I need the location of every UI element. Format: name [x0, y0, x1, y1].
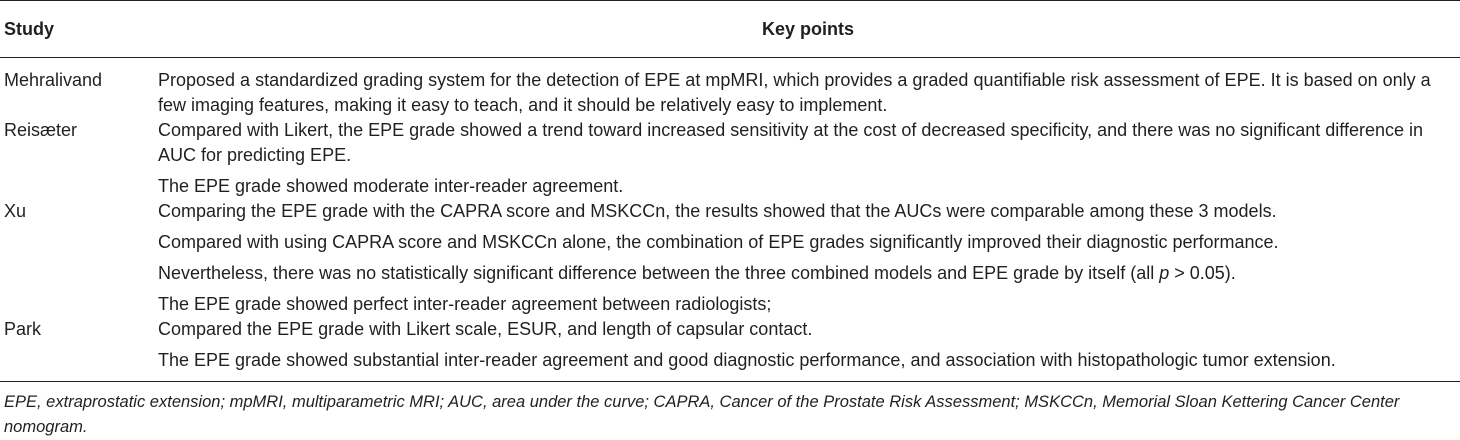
table-row — [0, 58, 1460, 119]
header-key-points: Key points — [156, 1, 1460, 58]
header-row — [0, 1, 1460, 58]
key-point-text: Compared the EPE grade with Likert scale, ESUR, and length of capsular contact. — [158, 319, 813, 339]
key-point-text: Comparing the EPE grade with the CAPRA score and MSKCCn, the results showed that the AUCs were comparable among these 3 models. — [158, 201, 1277, 221]
study-cell: Reisæter — [4, 120, 78, 140]
key-points-cell — [156, 199, 1460, 317]
table-row — [0, 199, 1460, 317]
footnote: EPE, extraprostatic extension; mpMRI, multiparametric MRI; AUC, area under the curve; CAPRA, Cancer of the Prostate Risk Assessment; MSKCCn, Memorial Sloan Kettering Cancer Center nomogram. — [4, 393, 1400, 436]
study-cell: Park — [4, 319, 42, 339]
study-cell: Xu — [4, 201, 27, 221]
key-point-text: The EPE grade showed substantial inter-reader agreement and good diagnostic performance, and association with histopathologic tumor extension. — [158, 350, 1336, 370]
key-points-cell — [156, 317, 1460, 381]
key-point-text: The EPE grade showed perfect inter-reader agreement between radiologists; — [158, 294, 772, 314]
key-point-text: Compared with using CAPRA score and MSKCCn alone, the combination of EPE grades significantly improved their diagnostic performance. — [158, 232, 1279, 252]
table-row — [0, 317, 1460, 381]
key-point-text: Proposed a standardized grading system for the detection of EPE at mpMRI, which provides a graded quantifiable risk assessment of EPE. It is based on only a few imaging features, making it easy to teach, and it should be relatively easy to implement. — [158, 70, 1431, 115]
header-study: Study — [0, 1, 156, 58]
key-point-text: Compared with Likert, the EPE grade showed a trend toward increased sensitivity at the cost of decreased specificity, and there was no significant difference in AUC for predicting EPE. — [158, 120, 1424, 165]
table-row — [0, 118, 1460, 199]
key-point-text: Nevertheless, there was no statistically significant difference between the three combined models and EPE grade by itself (all p > 0.05). — [158, 263, 1236, 283]
key-point-text: The EPE grade showed moderate inter-reader agreement. — [158, 176, 624, 196]
table-body — [0, 58, 1460, 382]
key-points-cell — [156, 58, 1460, 119]
study-cell: Mehralivand — [4, 70, 103, 90]
key-points-cell — [156, 118, 1460, 199]
